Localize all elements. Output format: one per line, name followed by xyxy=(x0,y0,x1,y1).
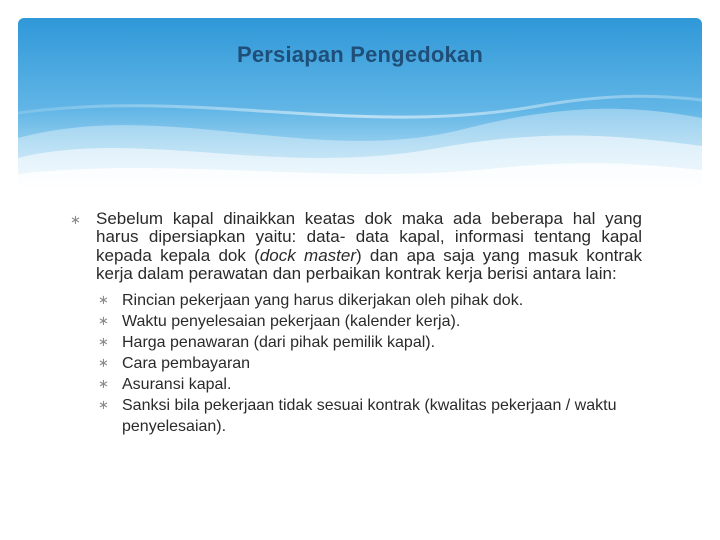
main-text-part-2: ) dan apa saja yang masuk kontrak kerja dalam perawatan dan perbaikan kontrak kerja berisi antara lain: xyxy=(96,245,642,284)
asterisk-bullet-icon: ∗ xyxy=(98,291,109,307)
list-item-text: Cara pembayaran xyxy=(122,354,251,372)
list-item xyxy=(98,353,642,374)
asterisk-bullet-icon: ∗ xyxy=(98,354,109,370)
list-item-text: Harga penawaran (dari pihak pemilik kapal). xyxy=(122,333,436,351)
content-area xyxy=(70,210,642,437)
asterisk-bullet-icon: ∗ xyxy=(98,312,109,328)
main-bullet xyxy=(70,210,642,284)
list-item-text: Waktu penyelesaian pekerjaan (kalender kerja). xyxy=(122,312,461,330)
asterisk-bullet-icon: ∗ xyxy=(70,212,81,227)
list-item xyxy=(98,290,642,311)
asterisk-bullet-icon: ∗ xyxy=(98,333,109,349)
main-bullet-text xyxy=(96,210,642,284)
list-item-text: Asuransi kapal. xyxy=(122,375,232,393)
main-text-part-1: Sebelum kapal dinaikkan keatas dok maka ada beberapa hal yang harus dipersiapkan yaitu: data- data kapal, informasi tentang kapal kepada kepala dok ( xyxy=(96,209,642,265)
slide-title: Persiapan Pengedokan xyxy=(236,42,484,67)
list-item-text: Rincian pekerjaan yang harus dikerjakan oleh pihak dok. xyxy=(122,291,524,309)
list-item xyxy=(98,332,642,353)
list-item-text: Sanksi bila pekerjaan tidak sesuai kontrak (kwalitas pekerjaan / waktu penyelesaian). xyxy=(122,396,617,435)
asterisk-bullet-icon: ∗ xyxy=(98,375,109,391)
main-text-italic: dock master xyxy=(259,245,356,265)
asterisk-bullet-icon: ∗ xyxy=(98,396,109,412)
list-item xyxy=(98,395,642,437)
sub-bullet-list xyxy=(70,290,642,437)
list-item xyxy=(98,311,642,332)
list-item xyxy=(98,374,642,395)
